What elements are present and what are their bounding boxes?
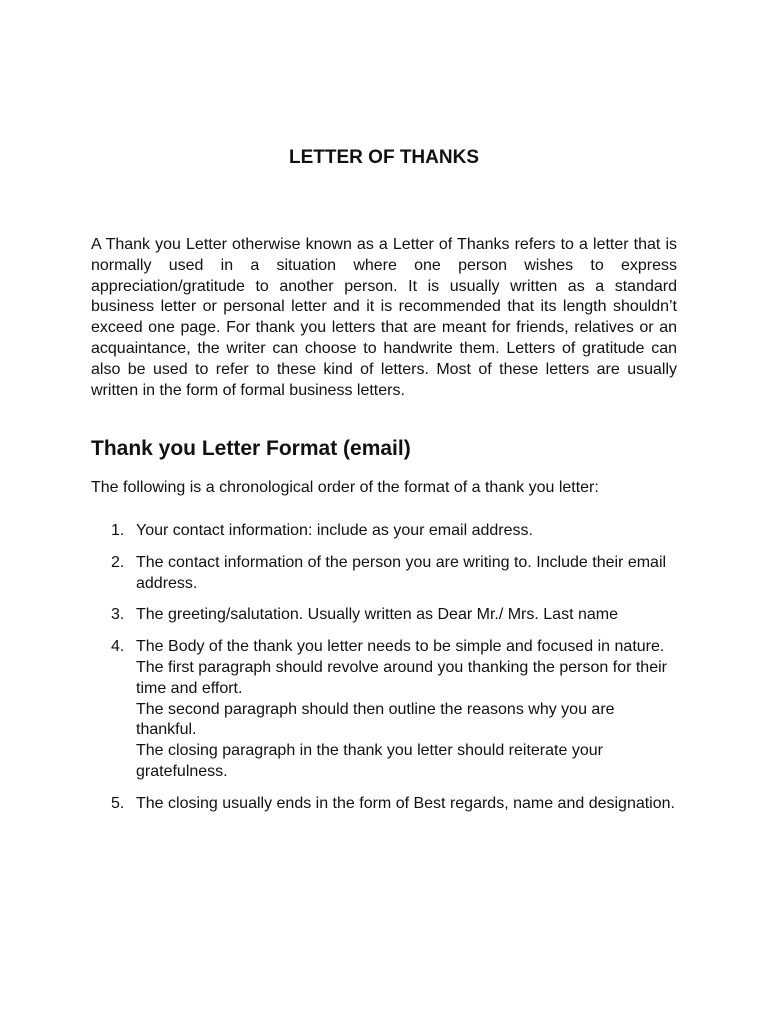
section-heading: Thank you Letter Format (email) (91, 437, 411, 460)
list-item-4 (91, 637, 677, 783)
list-item-1 (91, 521, 677, 542)
intro-paragraph: A Thank you Letter otherwise known as a Letter of Thanks refers to a letter that is normally used in a situation where one person wishes to express appreciation/gratitude to another person. It is usually written as a standard business letter or personal letter and it is recommended that its length shouldn’t exceed one page. For thank you letters that are meant for friends, relatives or an acquaintance, the writer can choose to handwrite them. Letters of gratitude can also be used to refer to these kind of letters. Most of these letters are usually written in the form of formal business letters. (91, 236, 677, 399)
list-item-number: 2. (111, 553, 125, 571)
list-item-5 (91, 794, 677, 815)
list-item-line: The closing paragraph in the thank you letter should reiterate your gratefulness. (136, 742, 603, 780)
list-item-line: The greeting/salutation. Usually written as Dear Mr./ Mrs. Last name (136, 606, 618, 624)
list-item-line: The Body of the thank you letter needs to be simple and focused in nature. (136, 638, 665, 656)
list-item-2 (91, 553, 677, 595)
list-item-number: 5. (111, 794, 125, 812)
list-item-line: Your contact information: include as your email address. (136, 522, 533, 539)
list-item-text (136, 794, 677, 815)
list-item-text (136, 637, 677, 783)
list-item-line: The closing usually ends in the form of Best regards, name and designation. (136, 794, 675, 812)
list-item-text (136, 553, 677, 595)
list-item-text (136, 521, 677, 542)
list-item-text (136, 605, 677, 626)
list-item-line: The first paragraph should revolve around you thanking the person for their time and effort. (136, 658, 667, 697)
list-item-3 (91, 605, 677, 626)
list-item-number: 4. (111, 638, 125, 656)
format-steps-list (91, 521, 677, 826)
list-item-number: 1. (111, 522, 125, 539)
lead-paragraph: The following is a chronological order of the format of a thank you letter: (91, 479, 599, 496)
document-title: LETTER OF THANKS (289, 147, 479, 168)
list-item-number: 3. (111, 606, 125, 624)
list-item-line: The second paragraph should then outline the reasons why you are thankful. (136, 700, 615, 739)
list-item-line: The contact information of the person you are writing to. Include their email address. (136, 553, 667, 592)
